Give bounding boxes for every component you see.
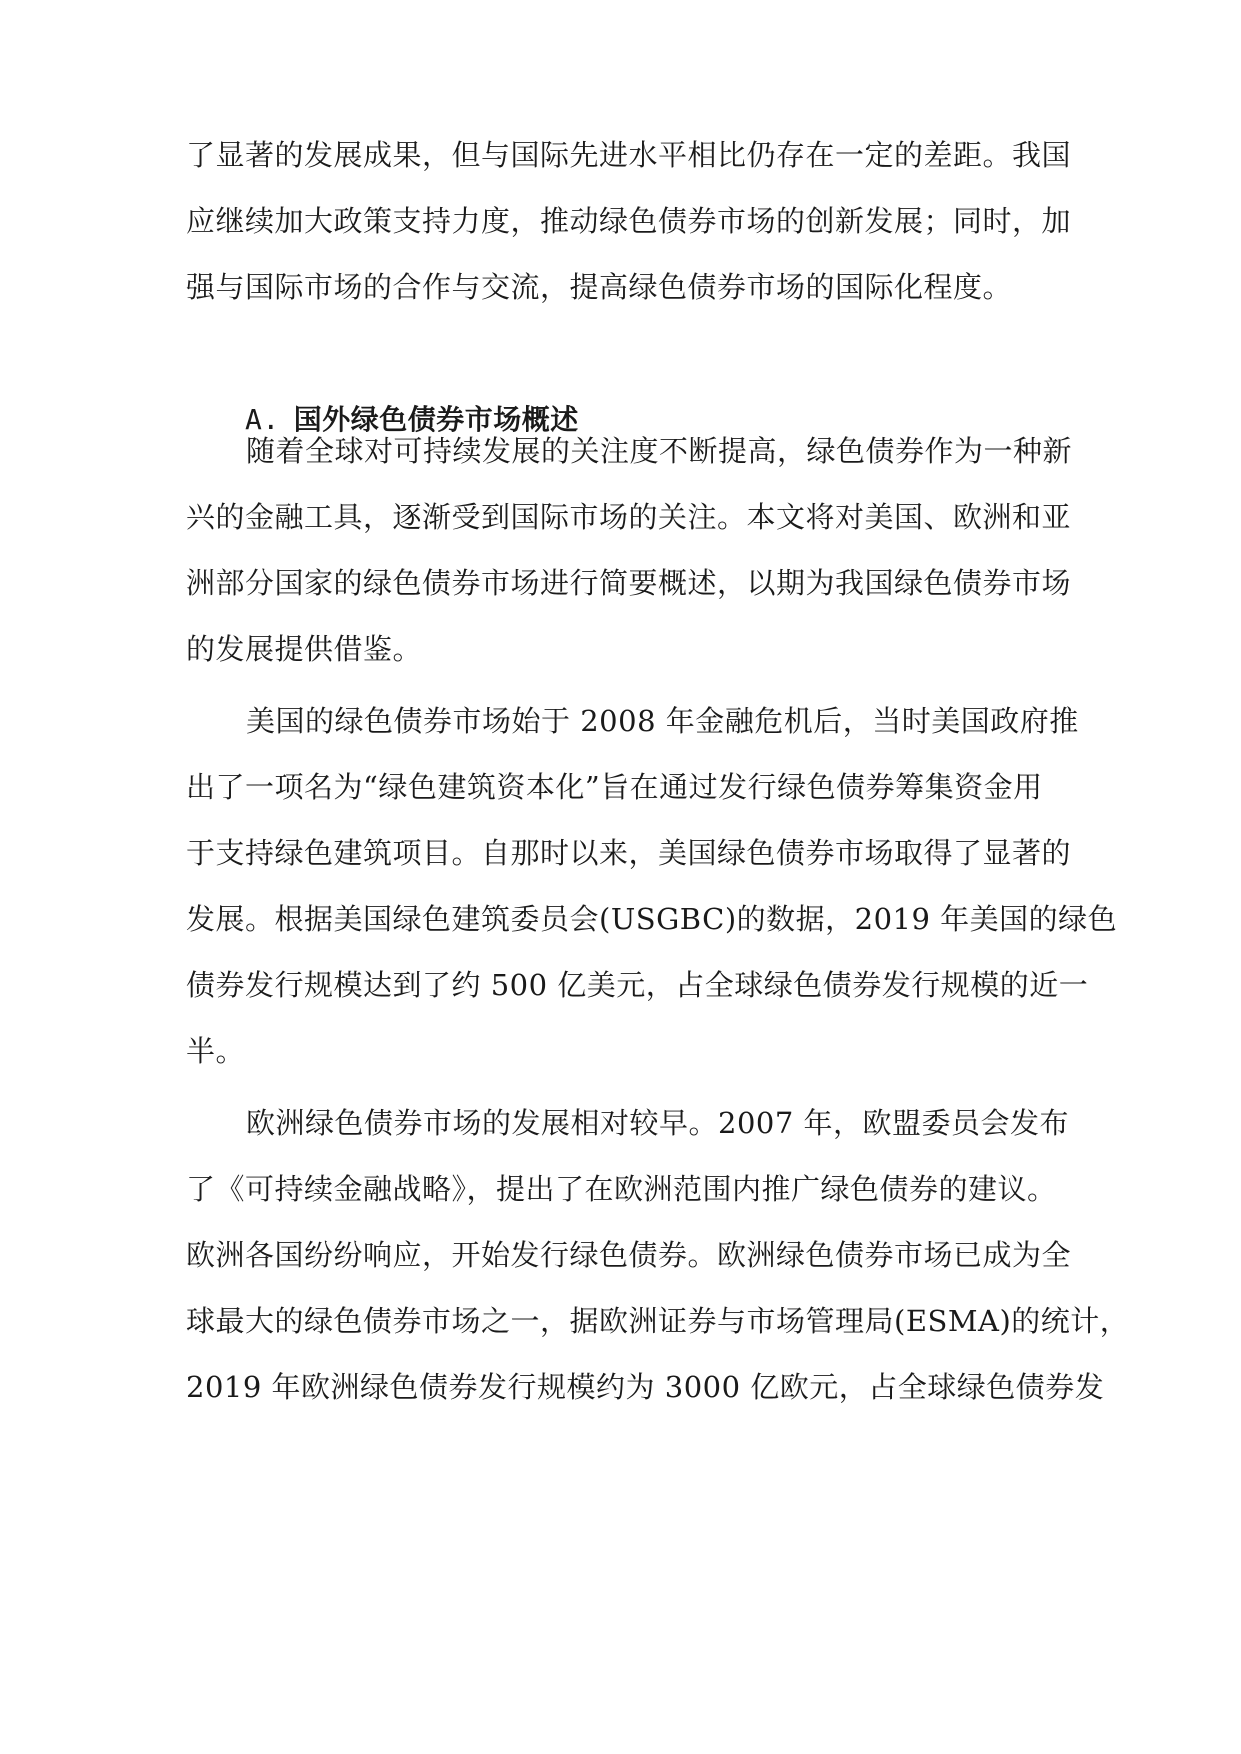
paragraph-line: 随着全球对可持续发展的关注度不断提高，绿色债券作为一种新: [246, 434, 1073, 468]
paragraph-line: 出了一项名为“绿色建筑资本化”旨在通过发行绿色债券筹集资金用: [186, 770, 1043, 804]
paragraph-usa: [186, 688, 1118, 1084]
paragraph-line: 欧洲绿色债券市场的发展相对较早。2007 年，欧盟委员会发布: [246, 1106, 1070, 1140]
paragraph-line: 2019 年欧洲绿色债券发行规模约为 3000 亿欧元，占全球绿色债券发: [186, 1370, 1105, 1404]
paragraph-line: 美国的绿色债券市场始于 2008 年金融危机后，当时美国政府推: [246, 704, 1079, 738]
paragraph-line: 球最大的绿色债券市场之一，据欧洲证券与市场管理局(ESMA)的统计，: [186, 1304, 1130, 1338]
paragraph-europe: [186, 1090, 1130, 1420]
paragraph-line: 强与国际市场的合作与交流，提高绿色债券市场的国际化程度。: [186, 270, 1013, 304]
paragraph-line: 应继续加大政策支持力度，推动绿色债券市场的创新发展；同时，加: [186, 204, 1072, 238]
intro-paragraph: [186, 122, 1072, 320]
paragraph-overview: [186, 418, 1073, 682]
paragraph-line: 于支持绿色建筑项目。自那时以来，美国绿色债券市场取得了显著的: [186, 836, 1072, 870]
paragraph-line: 的发展提供借鉴。: [186, 632, 423, 666]
section-title: 国外绿色债券市场概述: [293, 403, 579, 436]
paragraph-line: 了《可持续金融战略》，提出了在欧洲范围内推广绿色债券的建议。: [186, 1172, 1057, 1206]
paragraph-line: 洲部分国家的绿色债券市场进行简要概述，以期为我国绿色债券市场: [186, 566, 1072, 600]
paragraph-line: 欧洲各国纷纷响应，开始发行绿色债券。欧洲绿色债券市场已成为全: [186, 1238, 1072, 1272]
paragraph-line: 了显著的发展成果，但与国际先进水平相比仍存在一定的差距。我国: [186, 138, 1072, 172]
paragraph-line: 发展。根据美国绿色建筑委员会(USGBC)的数据，2019 年美国的绿色: [186, 902, 1118, 936]
paragraph-line: 债券发行规模达到了约 500 亿美元，占全球绿色债券发行规模的近一: [186, 968, 1089, 1002]
paragraph-line: 半。: [186, 1034, 246, 1068]
section-label: A.: [245, 403, 280, 436]
paragraph-line: 兴的金融工具，逐渐受到国际市场的关注。本文将对美国、欧洲和亚: [186, 500, 1072, 534]
